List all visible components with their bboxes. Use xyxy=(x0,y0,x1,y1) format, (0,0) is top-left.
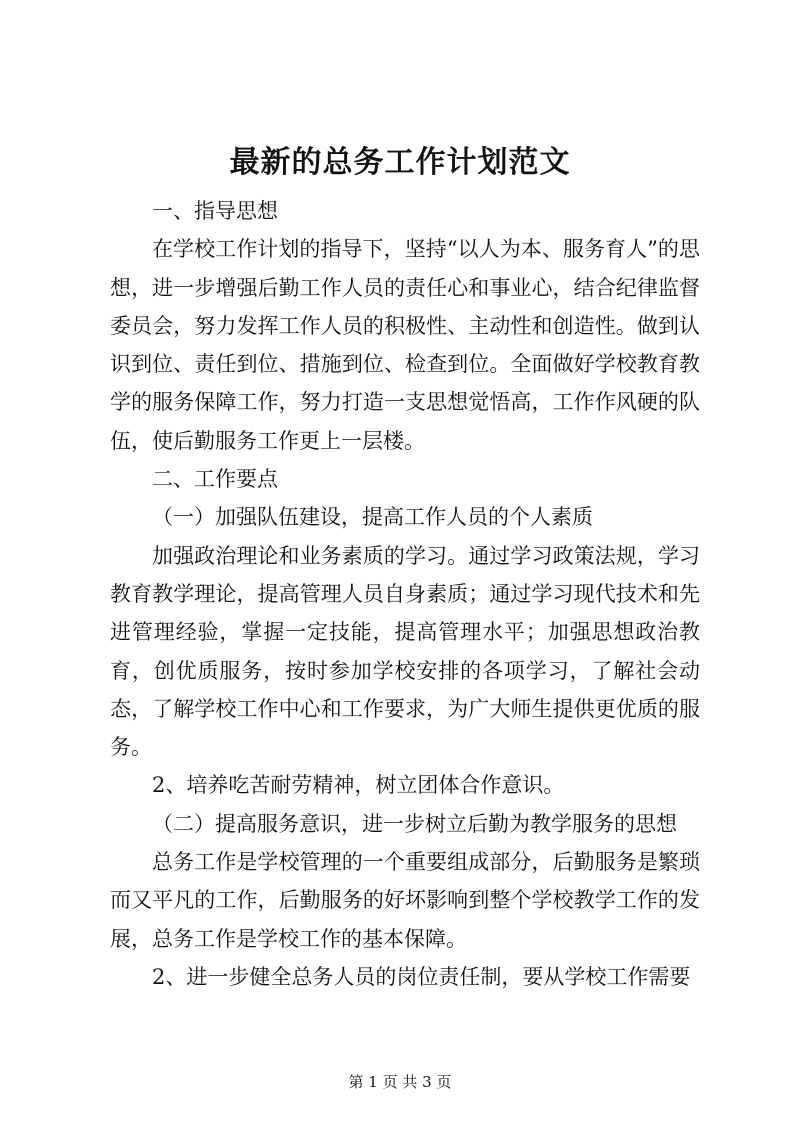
paragraph-general-affairs: 总务工作是学校管理的一个重要组成部分，后勤服务是繁琐而又平凡的工作，后勤服务的好坏影响到整个学校教学工作的发展，总务工作是学校工作的基本保障。 xyxy=(110,850,700,951)
section-heading-guiding-thought: 一、指导思想 xyxy=(152,199,278,223)
document-body xyxy=(110,192,700,996)
paragraph-responsibility-system: 2、进一步健全总务人员的岗位责任制，要从学校工作需要 xyxy=(152,964,691,989)
paragraph-study: 加强政治理论和业务素质的学习。通过学习政策法规，学习教育教学理论，提高管理人员自身素质；通过学习现代技术和先进管理经验，掌握一定技能，提高管理水平；加强思想政治教育，创优质服务，按时参加学校安排的各项学习，了解社会动态，了解学校工作中心和工作要求，为广大师生提供更优质的服务。 xyxy=(110,543,700,760)
document-title: 最新的总务工作计划范文 xyxy=(229,145,571,180)
section-heading-work-points: 二、工作要点 xyxy=(152,467,278,492)
page-number-footer: 第 1 页 共 3 页 xyxy=(348,1073,452,1091)
paragraph-hardworking-spirit: 2、培养吃苦耐劳精神，树立团体合作意识。 xyxy=(152,773,565,798)
subsection-heading-team-building: （一）加强队伍建设，提高工作人员的个人素质 xyxy=(152,505,593,530)
subsection-heading-service-awareness: （二）提高服务意识，进一步树立后勤为教学服务的思想 xyxy=(152,811,677,836)
paragraph-guiding-thought: 在学校工作计划的指导下，坚持“以人为本、服务育人”的思想，进一步增强后勤工作人员的责任心和事业心，结合纪律监督委员会，努力发挥工作人员的积极性、主动性和创造性。做到认识到位、责任到位、措施到位、检查到位。全面做好学校教育教学的服务保障工作，努力打造一支思想觉悟高，工作作风硬的队伍，使后勤服务工作更上一层楼。 xyxy=(110,237,700,453)
